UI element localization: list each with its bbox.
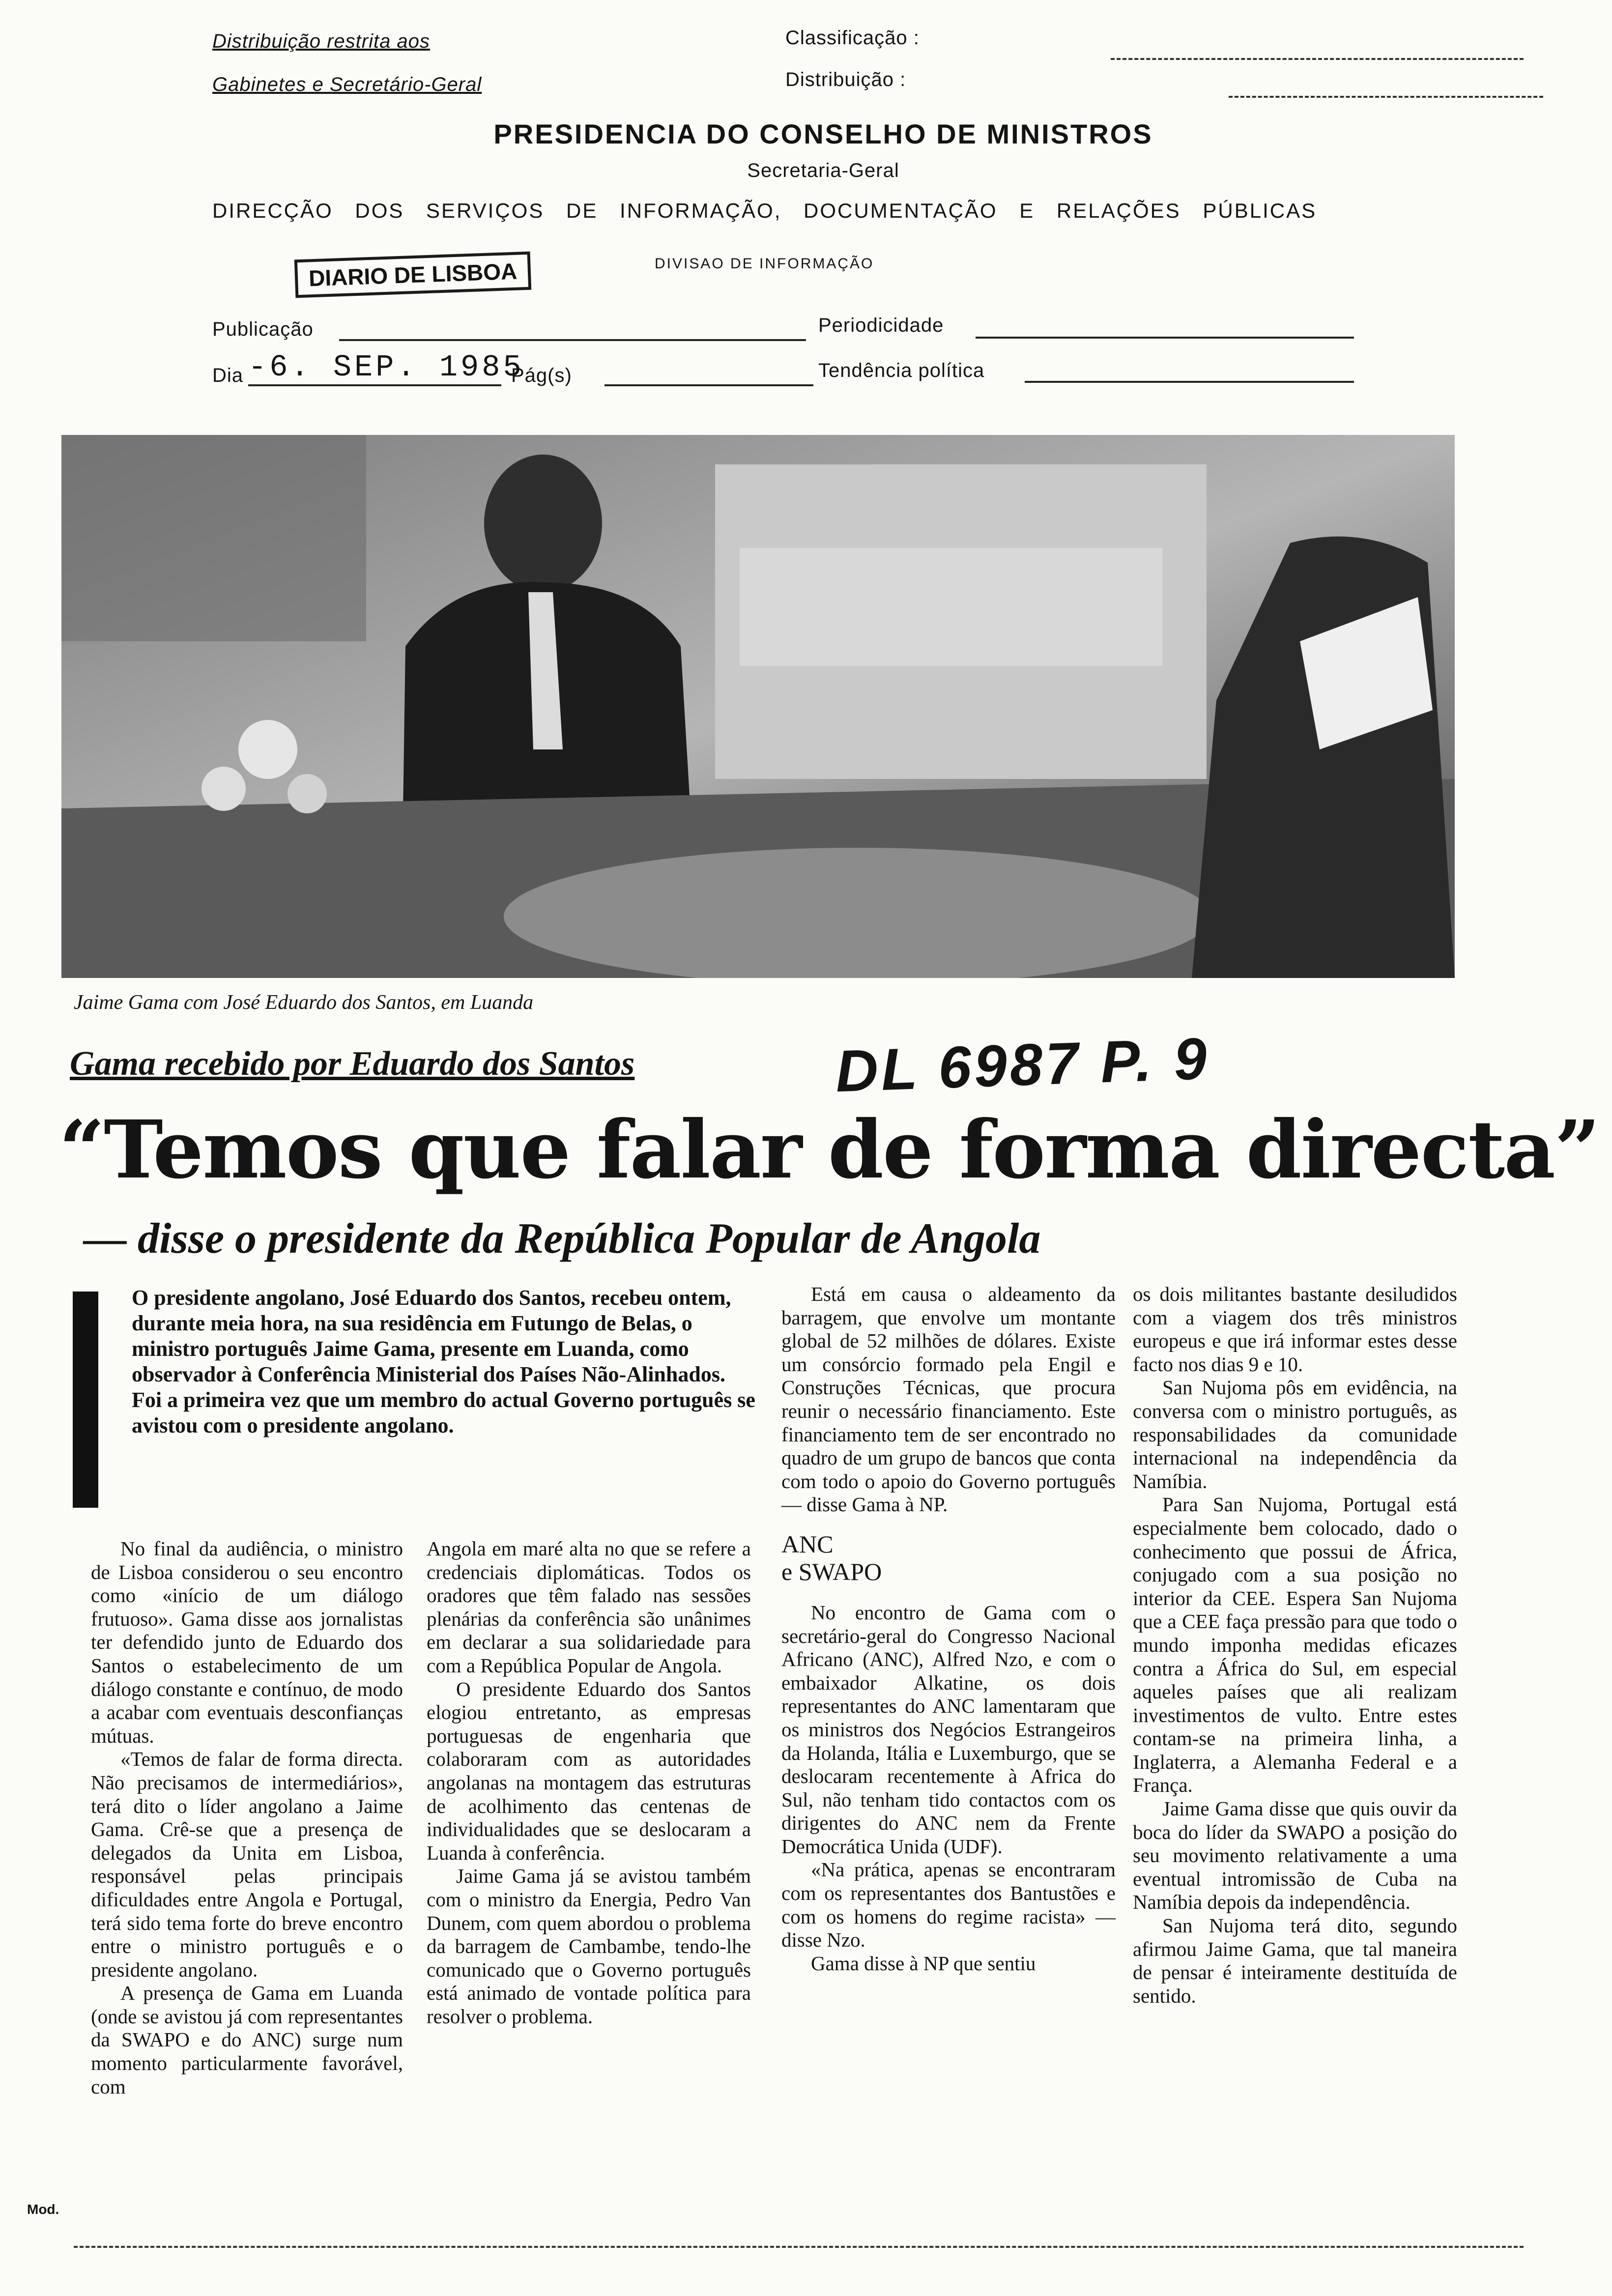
directorate-title: DIRECÇÃO DOS SERVIÇOS DE INFORMAÇÃO, DOCUMENTAÇÃO E RELAÇÕES PÚBLICAS: [212, 199, 1317, 222]
col4-paragraph-5: San Nujoma terá dito, segundo afirmou Jaime Gama, que tal maneira de pensar é inteiramente destituída de sentido.: [1133, 1914, 1457, 2007]
kicker: Gama recebido por Eduardo dos Santos: [70, 1045, 635, 1083]
distribution-label: Distribuição :: [785, 69, 906, 90]
col1-paragraph-1: No final da audiência, o ministro de Lisboa considerou o seu encontro como «início de um diálogo frutuoso». Gama disse aos jornalistas ter defendido junto de Eduardo dos Santos o estabelecimento de um diálogo constante e contínuo, de modo a acabar com eventuais desconfianças mútuas.: [91, 1537, 403, 1747]
date-stamp: -6. SEP. 1985: [248, 350, 524, 385]
column-3: [781, 1283, 1116, 1975]
news-photo: [61, 435, 1455, 978]
periodicity-blank: [976, 337, 1354, 339]
col1-paragraph-3: A presença de Gama em Luanda (onde se avistou já com representantes da SWAPO e do ANC) surge num momento particularmente favorável, com: [91, 1981, 403, 2098]
col2-paragraph-3: Jaime Gama já se avistou também com o ministro da Energia, Pedro Van Dunem, com quem abordou o problema da barragem de Cambambe, tendo-lhe comunicado que o Governo português está animado de vontade política para resolver o problema.: [427, 1865, 751, 2028]
col3-paragraph-3: «Na prática, apenas se encontraram com os representantes dos Bantustões e com os homens do regime racista» — disse Nzo.: [781, 1858, 1116, 1952]
classification-label: Classificação :: [785, 27, 920, 49]
periodicity-label: Periodicidade: [818, 315, 944, 336]
presidency-title: PRESIDENCIA DO CONSELHO DE MINISTROS: [493, 118, 1153, 149]
publication-label: Publicação: [212, 318, 314, 340]
section-subtitle: [781, 1530, 1116, 1585]
column-2: [427, 1537, 751, 2028]
lead-initial-bar: [73, 1292, 98, 1508]
col2-paragraph-1: Angola em maré alta no que se refere a credenciais diplomáticas. Todos os oradores que têm falado nas sessões plenárias da conferência são unânimes em declarar a sua solidariedade para com a República Popular de Angola.: [427, 1537, 751, 1677]
col4-paragraph-4: Jaime Gama disse que quis ouvir da boca do líder da SWAPO a posição do seu movimento relativamente a uma eventual intromissão de Cuba na Namíbia depois da independência.: [1133, 1797, 1457, 1914]
pages-label: Pág(s): [511, 365, 572, 386]
photo-caption: Jaime Gama com José Eduardo dos Santos, em Luanda: [74, 991, 534, 1014]
col2-paragraph-2: O presidente Eduardo dos Santos elogiou entretanto, as empresas portuguesas de engenharia que colaboraram com as autoridades angolanas na montagem das estruturas de acolhimento das centenas de individualidades que se deslocaram a Luanda à conferência.: [427, 1677, 751, 1864]
form-model-label: Mod.: [27, 2202, 59, 2217]
date-blank: [248, 384, 501, 386]
section-subtitle-line-1: ANC: [781, 1530, 834, 1558]
bottom-rule: [74, 2246, 1524, 2248]
tendency-blank: [1025, 381, 1354, 383]
headline: “Temos que falar de forma directa”: [59, 1103, 1600, 1197]
section-subtitle-line-2: e SWAPO: [781, 1557, 882, 1585]
restricted-distribution-line1: Distribuição restrita aos: [212, 30, 430, 52]
tendency-label: Tendência política: [818, 360, 985, 381]
column-1: [91, 1537, 403, 2098]
photo-illustration: [61, 435, 1455, 978]
col4-paragraph-1: os dois militantes bastante desiludidos com a viagem dos três ministros europeus e que irá informar estes desse facto nos dias 9 e 10.: [1133, 1283, 1457, 1376]
secretariat-title: Secretaria-Geral: [747, 160, 899, 181]
col3-paragraph-2: No encontro de Gama com o secretário-geral do Congresso Nacional Africano (ANC), Alfred Nzo, e com o embaixador Alkatine, os dois representantes do ANC lamentaram que os ministros dos Negócios Estrangeiros da Holanda, Itália e Luxemburgo, que se deslocaram recentemente à Africa do Sul, não tenham tido contactos com os dirigentes do ANC nem da Frente Democrática Unida (UDF).: [781, 1601, 1116, 1858]
col3-paragraph-1: Está em causa o aldeamento da barragem, que envolve um montante global de 52 milhões de dólares. Existe um consórcio formado pela Engil e Construções Técnicas, que procura reunir o necessário financiamento. Este financiamento tem de ser encontrado no quadro de um grupo de bancos que conta com todo o apoio do Governo português — disse Gama à NP.: [781, 1283, 1116, 1516]
subheadline: — disse o presidente da República Popular de Angola: [84, 1215, 1041, 1263]
column-4: [1133, 1283, 1457, 2008]
pages-blank: [604, 384, 813, 386]
newspaper-stamp: DIARIO DE LISBOA: [294, 252, 532, 298]
lead-paragraph: O presidente angolano, José Eduardo dos Santos, recebeu ontem, durante meia hora, na sua residência em Futungo de Belas, o ministro português Jaime Gama, presente em Luanda, como observador à Conferência Ministerial dos Países Não-Alinhados. Foi a primeira vez que um membro do actual Governo português se avistou com o presidente angolano.: [132, 1286, 755, 1437]
col4-paragraph-2: San Nujoma pôs em evidência, na conversa com o ministro português, as responsabilidades da comunidade internacional na independência da Namíbia.: [1133, 1376, 1457, 1492]
classification-blank: [1111, 58, 1524, 60]
handwritten-reference: DL 6987 P. 9: [834, 1025, 1211, 1105]
col1-paragraph-2: «Temos de falar de forma directa. Não precisamos de intermediários», terá dito o líder angolano a Jaime Gama. Crê-se que a presença de delegados da Unita em Lisboa, responsável pelas principais dificuldades entre Angola e Portugal, terá sido tema forte do breve encontro entre o ministro português e o presidente angolano.: [91, 1748, 403, 1981]
col3-paragraph-4: Gama disse à NP que sentiu: [811, 1952, 1036, 1975]
publication-blank: [339, 339, 806, 341]
distribution-blank: [1229, 96, 1543, 98]
division-label: DIVISAO DE INFORMAÇÃO: [655, 256, 874, 272]
restricted-distribution-line2: Gabinetes e Secretário-Geral: [212, 74, 482, 95]
day-label: Dia: [212, 365, 244, 386]
col4-paragraph-3: Para San Nujoma, Portugal está especialmente bem colocado, dado o conhecimento que possui de África, conjugado com a sua posição no interior da CEE. Espera San Nujoma que a CEE faça pressão para que todo o mundo imponha medidas eficazes contra a África do Sul, em especial aqueles países que ali realizam investimentos de vulto. Entre estes contam-se na primeira linha, a Inglaterra, a Alemanha Federal e a França.: [1133, 1493, 1457, 1797]
